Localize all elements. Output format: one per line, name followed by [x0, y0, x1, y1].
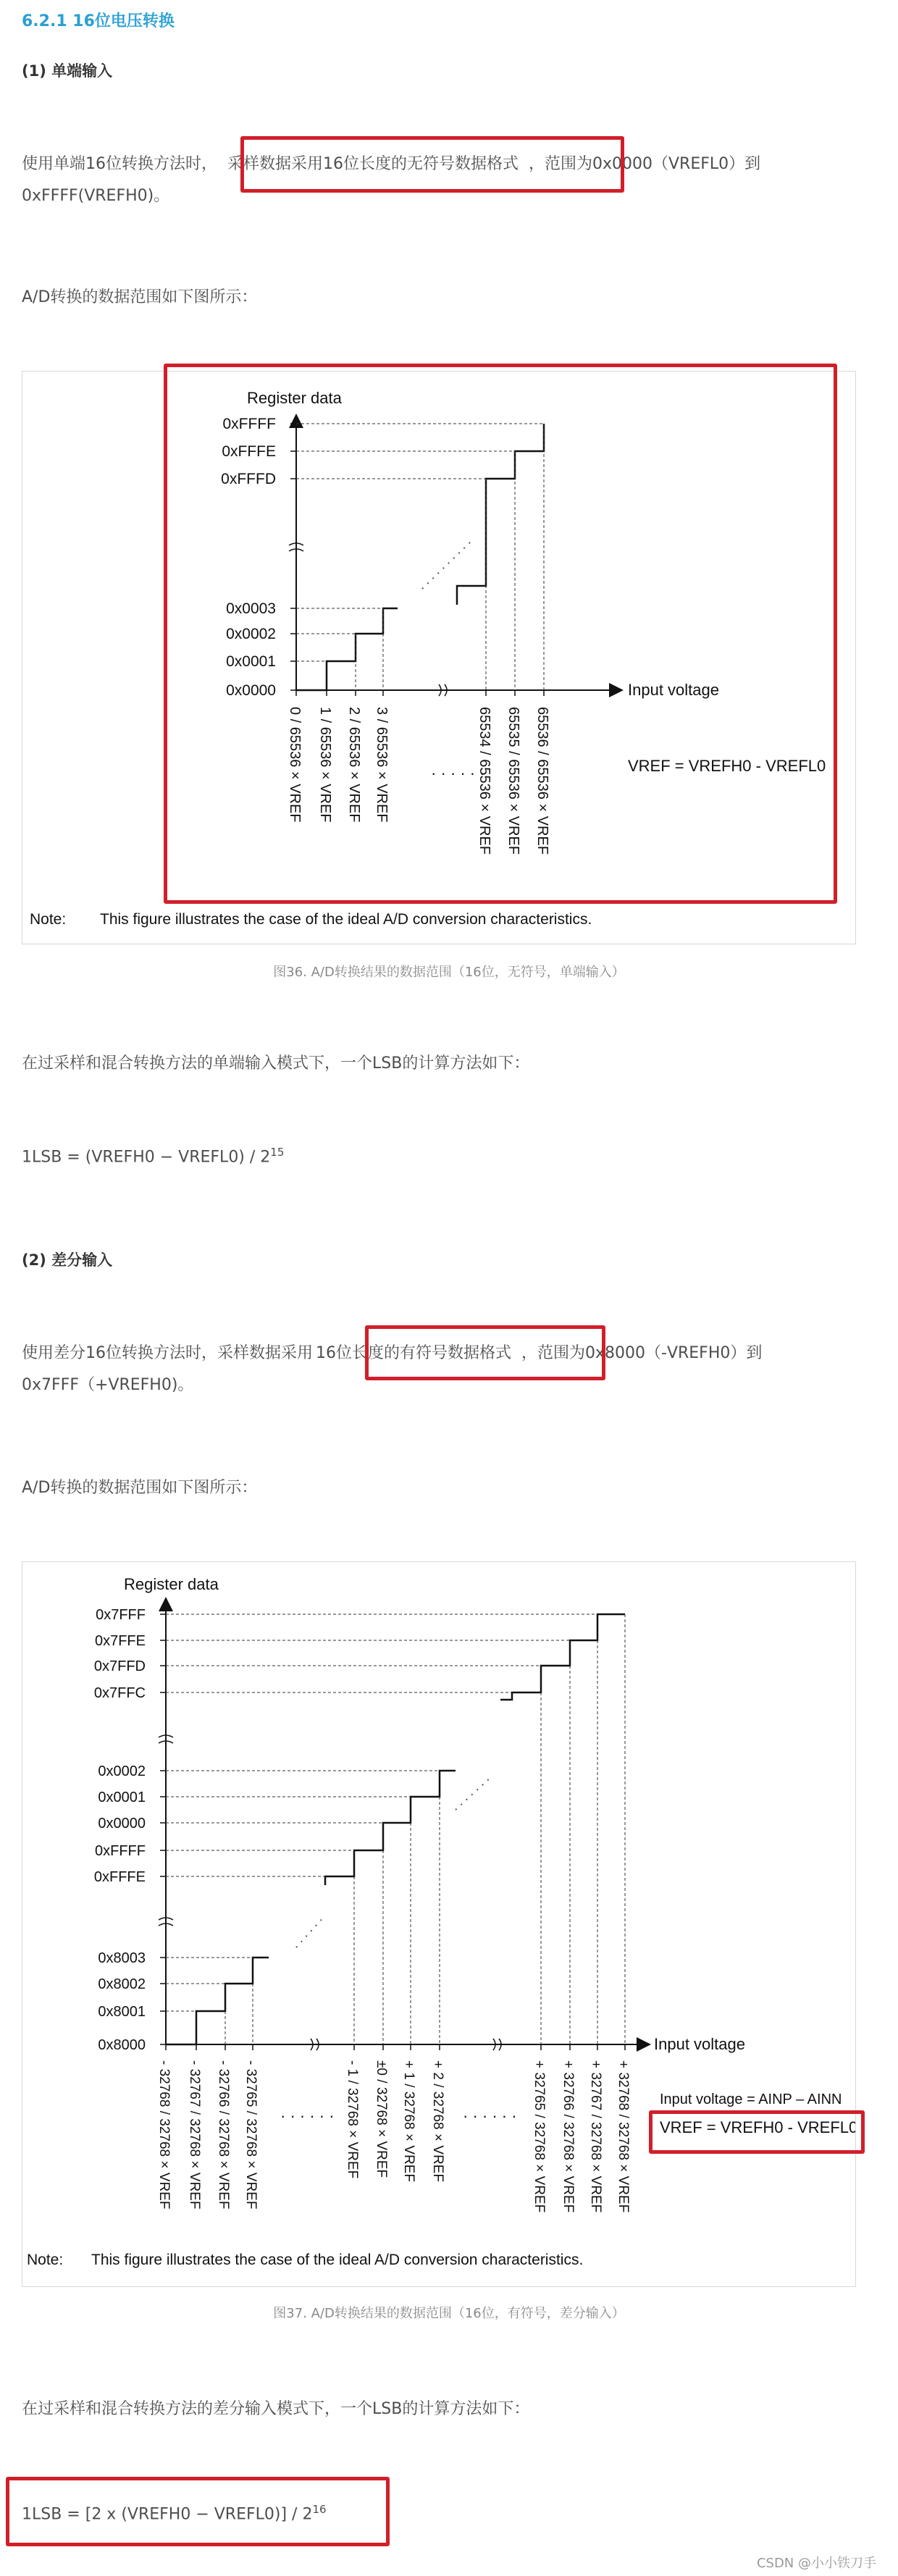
single-para-highlight: 采样数据采用16位长度的无符号数据格式 — [227, 155, 519, 173]
single-heading: (1) 单端输入 — [22, 62, 113, 80]
figure-37-caption: 图37. A/D转换结果的数据范围（16位，有符号，差分输入） — [273, 2306, 625, 2321]
fig37-y-tick: 0x7FFD — [93, 1658, 146, 1674]
fig36-note-text: This figure illustrates the case of the ideal A/D conversion characteristics. — [100, 911, 592, 928]
fig37-y-tick: 0x7FFF — [96, 1607, 146, 1623]
fig37-x-tick: + 32765 / 32768 × VREF — [532, 2060, 547, 2213]
single-lsb-intro: 在过采样和混合转换方法的单端输入模式下，一个LSB的计算方法如下： — [22, 1054, 530, 1073]
fig37-x-tick: ±0 / 32768 × VREF — [374, 2060, 389, 2178]
single-para-prefix: 使用单端16位转换方法时， — [22, 155, 217, 173]
diff-para-suffix: ，范围为0x8000（-VREFH0）到 — [521, 1344, 763, 1362]
fig37-note-label: Note: — [27, 2252, 64, 2268]
diff-lsb-text: 1LSB = [2 x (VREFH0 − VREFL0)] / 2 — [22, 2505, 313, 2524]
fig36-x-tick: 65536 / 65536 × VREF — [534, 707, 550, 855]
diff-para-highlight: 16位长度的有符号数据格式 — [316, 1344, 511, 1362]
fig36-y-tick: 0x0003 — [226, 600, 276, 617]
fig36-x-tick: 1 / 65536 × VREF — [317, 707, 333, 823]
fig36-y-title: Register data — [247, 389, 342, 407]
diff-para-line2: 0x7FFF（+VREFH0)。 — [22, 1376, 194, 1394]
fig36-x-tick: 3 / 65536 × VREF — [374, 707, 390, 823]
section-title: 6.2.1 16位电压转换 — [22, 12, 175, 30]
fig37-formula-highlight-box — [649, 2110, 865, 2154]
fig36-x-tick: 2 / 65536 × VREF — [346, 707, 362, 823]
single-para-suffix: ，范围为0x0000（VREFL0）到 — [529, 155, 761, 173]
fig36-y-tick: 0xFFFF — [222, 416, 276, 432]
fig37-y-tick: 0x8001 — [98, 2004, 146, 2020]
fig37-x-tick: - 32765 / 32768 × VREF — [243, 2060, 259, 2210]
fig36-y-tick: 0xFFFD — [221, 471, 276, 487]
fig36-x-tick: 65534 / 65536 × VREF — [477, 707, 492, 855]
fig37-y-tick: 0x8002 — [98, 1976, 146, 1992]
fig37-ellipsis-left: · · · · · · — [280, 2107, 335, 2125]
fig36-note-label: Note: — [30, 911, 67, 928]
fig37-x-tick: - 32766 / 32768 × VREF — [216, 2060, 231, 2210]
fig37-y-tick: 0x0000 — [98, 1816, 146, 1832]
fig36-highlight-box — [164, 364, 837, 904]
fig36-formula: VREF = VREFH0 - VREFL0 — [628, 757, 826, 775]
fig37-y-tick: 0xFFFF — [95, 1843, 146, 1859]
single-para-line2: 0xFFFF(VREFH0)。 — [22, 187, 170, 205]
diff-intro: A/D转换的数据范围如下图所示： — [22, 1479, 258, 1497]
fig37-dots-high — [456, 1776, 492, 1810]
fig37-y-tick: 0x7FFC — [93, 1685, 146, 1701]
fig37-x-tick: - 1 / 32768 × VREF — [345, 2060, 360, 2179]
diff-lsb-intro: 在过采样和混合转换方法的差分输入模式下，一个LSB的计算方法如下： — [22, 2400, 530, 2418]
single-lsb-exp: 15 — [270, 1146, 285, 1159]
fig37-y-tick: 0x0002 — [98, 1763, 146, 1779]
fig37-y-tick: 0xFFFE — [93, 1869, 146, 1885]
single-lsb-text: 1LSB = (VREFH0 − VREFL0) / 2 — [22, 1148, 271, 1167]
fig37-y-tick: 0x8000 — [98, 2037, 146, 2053]
fig37-x-tick: - 32768 / 32768 × VREF — [156, 2060, 172, 2210]
fig37-x-tick: + 32767 / 32768 × VREF — [588, 2060, 603, 2213]
fig36-y-tick: 0x0001 — [226, 653, 276, 670]
diff-heading: (2) 差分输入 — [22, 1251, 113, 1269]
single-intro: A/D转换的数据范围如下图所示： — [22, 288, 258, 306]
fig36-y-tick: 0xFFFE — [222, 443, 276, 460]
fig37-x-label: Input voltage — [654, 2035, 745, 2053]
single-highlight-box — [240, 136, 624, 193]
fig37-dots-low — [296, 1916, 325, 1947]
fig37-x-tick: + 1 / 32768 × VREF — [401, 2060, 416, 2182]
fig37-y-tick: 0x8003 — [98, 1950, 146, 1966]
fig37-formula: VREF = VREFH0 - VREFL0 — [660, 2118, 855, 2136]
diff-highlight-box — [365, 1325, 605, 1380]
diff-lsb-highlight-box — [6, 2477, 390, 2546]
fig37-x-tick: + 2 / 32768 × VREF — [430, 2060, 445, 2182]
fig37-y-tick: 0x0001 — [98, 1790, 146, 1805]
fig37-step-high — [500, 1614, 625, 1700]
fig36-ellipsis: · · · · · · — [431, 764, 485, 782]
fig36-x-tick: 65535 / 65536 × VREF — [505, 707, 521, 855]
single-lsb-formula — [22, 1137, 284, 1172]
fig37-ellipsis-right: · · · · · · — [463, 2107, 517, 2125]
figure-36-caption: 图36. A/D转换结果的数据范围（16位，无符号，单端输入） — [273, 965, 625, 980]
fig37-input-formula: Input voltage = AINP – AINN — [660, 2092, 842, 2107]
fig37-x-tick: + 32766 / 32768 × VREF — [561, 2060, 576, 2213]
fig37-step-mid — [325, 1771, 456, 1885]
fig37-x-tick: + 32768 / 32768 × VREF — [616, 2060, 631, 2213]
fig36-y-tick: 0x0002 — [226, 626, 276, 642]
watermark: CSDN @小小铁刀手 — [756, 2556, 876, 2571]
fig37-y-title: Register data — [124, 1575, 219, 1593]
diff-para-prefix: 使用差分16位转换方法时，采样数据采用 — [22, 1344, 313, 1362]
fig36-x-tick: 0 / 65536 × VREF — [287, 707, 303, 823]
fig36-y-tick: 0x0000 — [226, 682, 276, 699]
fig37-y-tick: 0x7FFE — [94, 1633, 146, 1649]
figure-37-chart — [22, 1562, 855, 2286]
diff-lsb-exp: 16 — [312, 2503, 327, 2516]
fig36-x-label: Input voltage — [628, 681, 719, 699]
fig37-x-tick: - 32767 / 32768 × VREF — [187, 2060, 202, 2210]
fig37-step-low — [166, 1958, 269, 2044]
figure-37 — [22, 1561, 856, 2287]
fig37-note-text: This figure illustrates the case of the ideal A/D conversion characteristics. — [91, 2252, 584, 2268]
